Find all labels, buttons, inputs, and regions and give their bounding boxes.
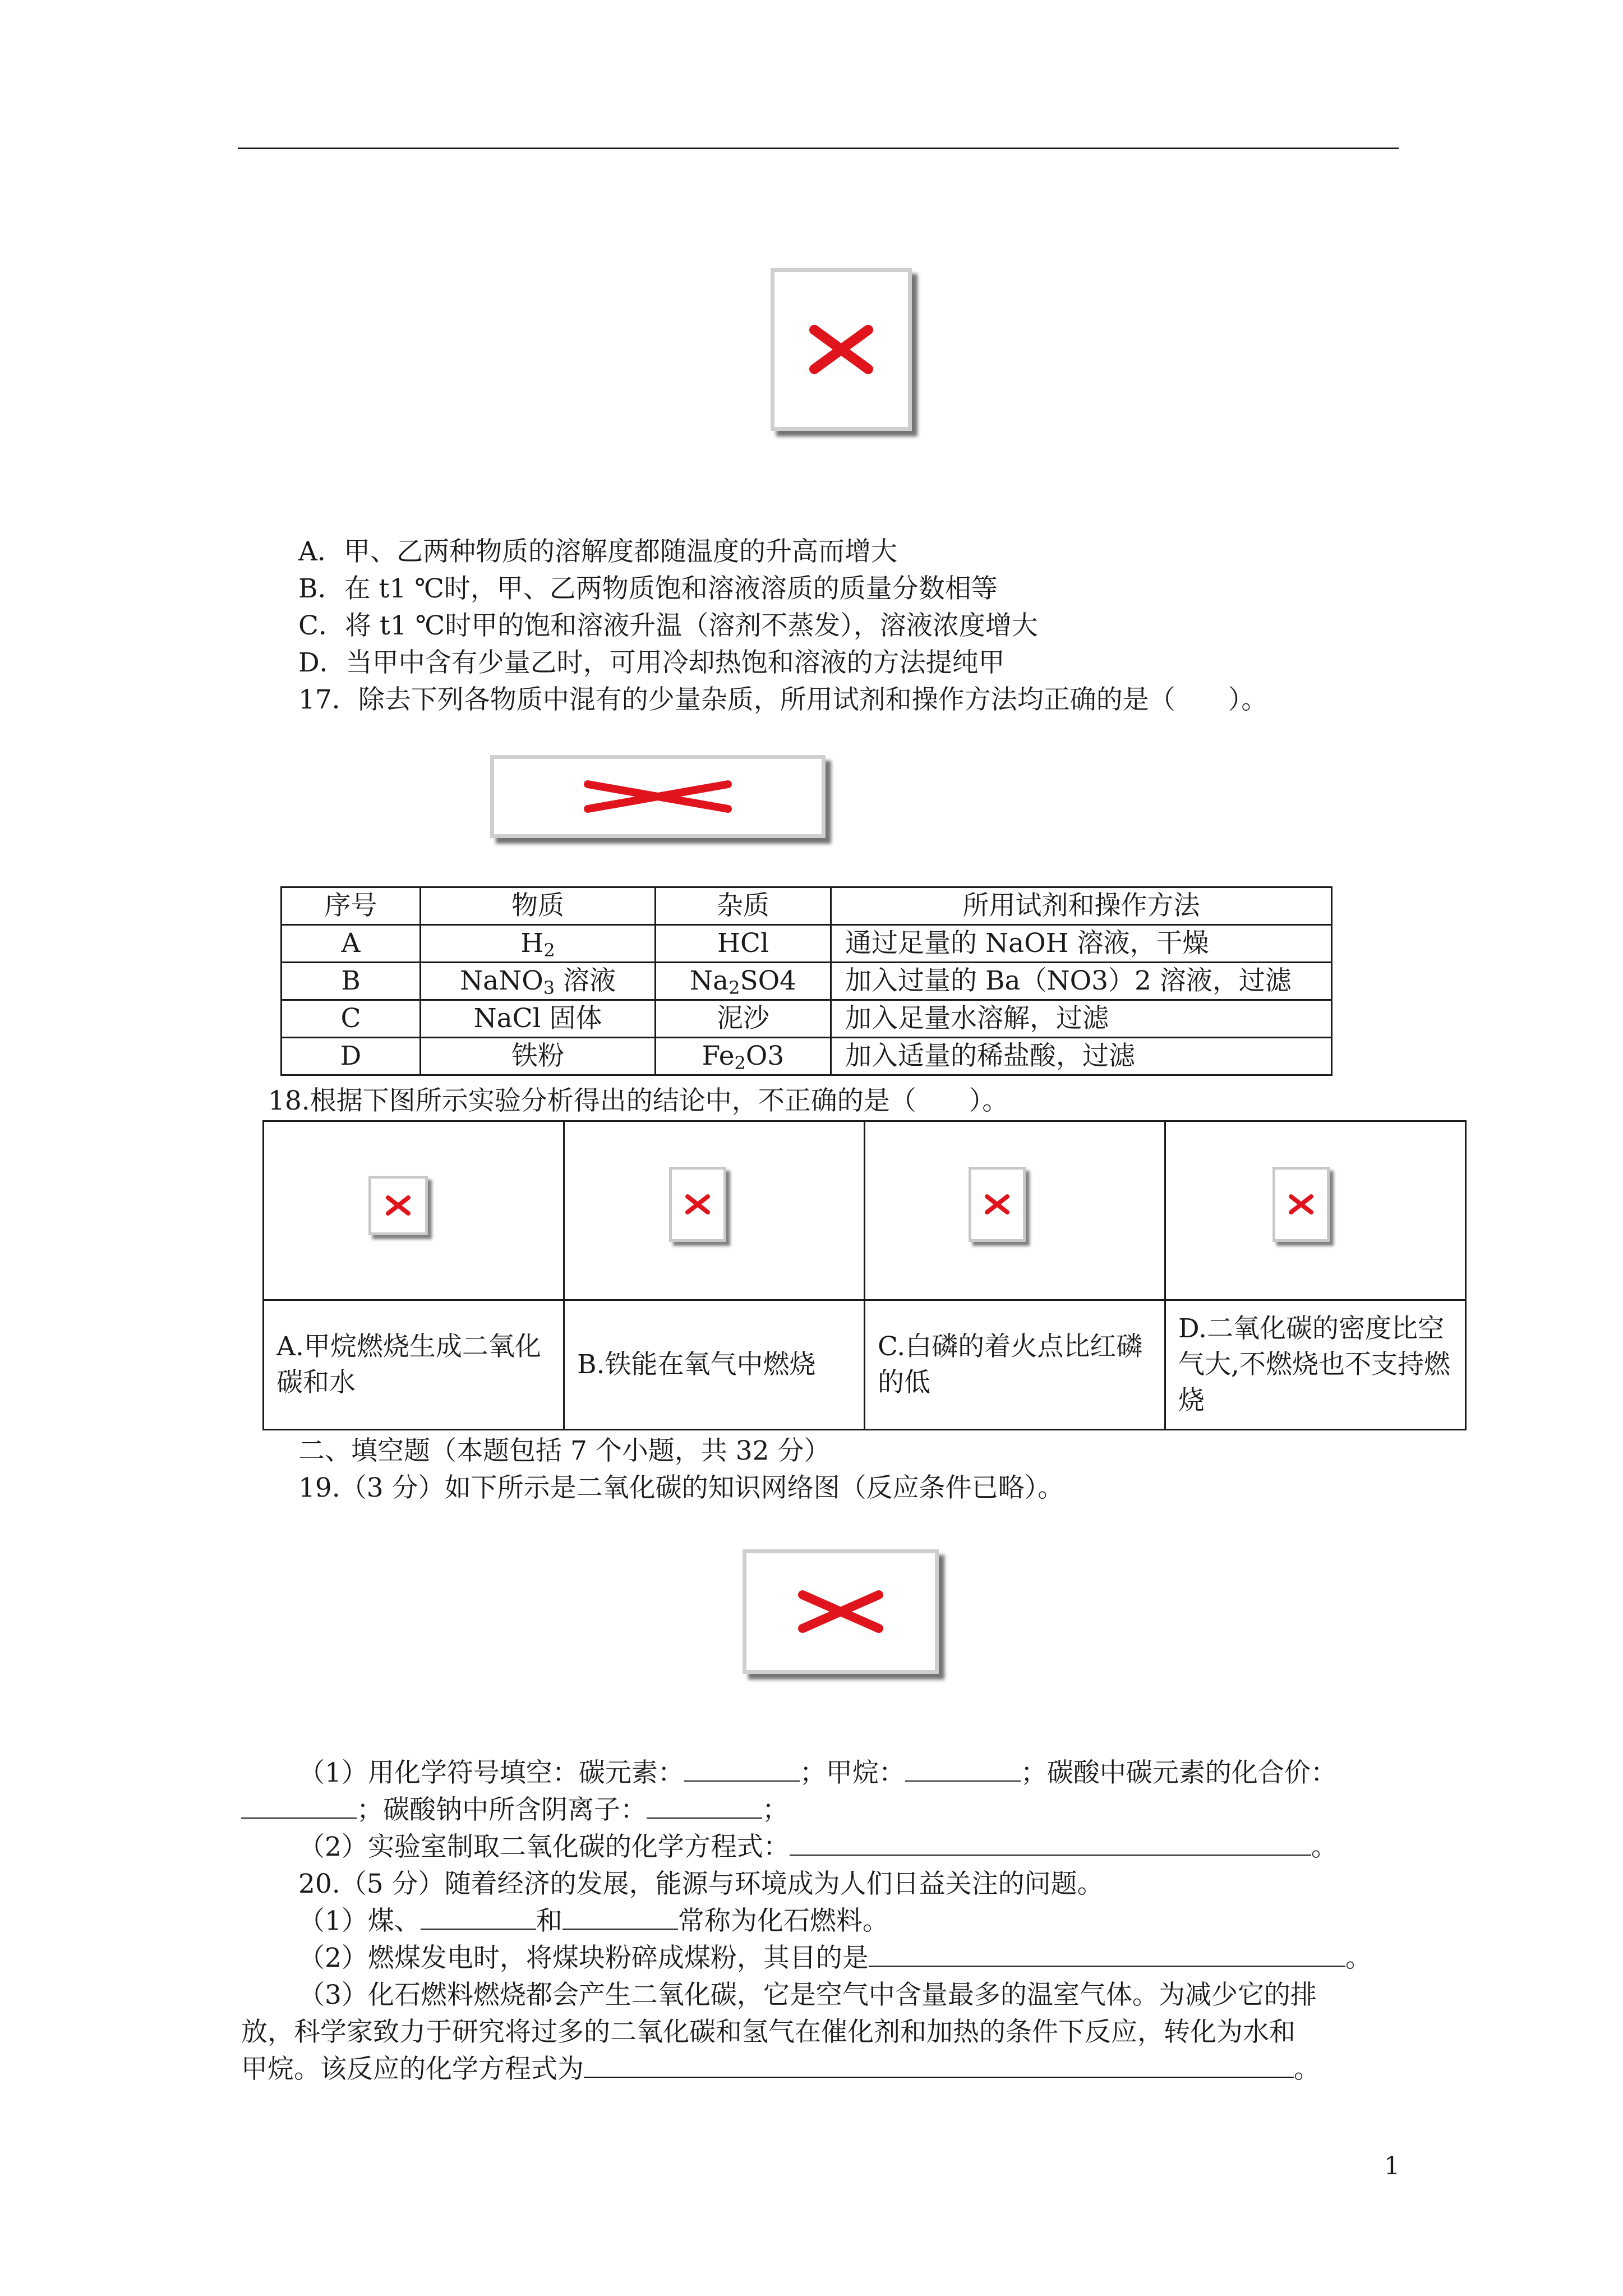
row-impurity: 泥沙 [656,1000,831,1038]
experiment-grid [262,1120,1467,1430]
q20-stem: 20.（5 分）随着经济的发展，能源与环境成为人们日益关注的问题。 [298,1869,1104,1899]
table-row [282,925,1332,963]
answer-blank[interactable] [790,1829,1311,1856]
answer-blank[interactable] [241,1792,357,1819]
header-rule [238,148,1399,149]
row-id: B [282,963,421,1000]
answer-blank[interactable] [584,2051,1294,2078]
page-number: 1 [1384,2152,1400,2180]
q18-stem: 18.根据下图所示实验分析得出的结论中，不正确的是（ ）。 [268,1085,1009,1116]
row-id: C [282,1000,421,1038]
section-heading: 二、填空题（本题包括 7 个小题，共 32 分） [298,1435,831,1466]
q16-option-a: A．甲、乙两种物质的溶解度都随温度的升高而增大 [298,536,897,567]
experiment-image-d [1165,1121,1466,1300]
q20-part3-line2: 放，科学家致力于研究将过多的二氧化碳和氢气在催化剂和加热的条件下反应，转化为水和 [241,2017,1295,2047]
q19-part2: （2）实验室制取二氧化碳的化学方程式： 。 [298,1829,1338,1866]
q19-part1-line2: ；碳酸钠中所含阴离子： ； [241,1792,789,1829]
answer-blank[interactable] [684,1755,800,1782]
header-id: 序号 [282,887,421,925]
row-method: 加入过量的 Ba（NO3）2 溶液，过滤 [831,963,1332,1000]
broken-image-icon [969,1167,1026,1242]
row-impurity: HCl [656,925,831,963]
broken-image-icon [1272,1167,1330,1242]
header-method: 所用试剂和操作方法 [831,887,1332,925]
q19-stem: 19.（3 分）如下所示是二氧化碳的知识网络图（反应条件已略）。 [298,1473,1064,1503]
broken-image-icon [796,1589,886,1634]
q18-option-d: D.二氧化碳的密度比空气大,不燃烧也不支持燃烧 [1165,1300,1466,1430]
q20-part1: （1）煤、 和 常称为化石燃料。 [298,1903,889,1940]
q17-stem: 17．除去下列各物质中混有的少量杂质，所用试剂和操作方法均正确的是（ ）。 [298,684,1268,715]
q16-option-c: C．将 t1 ℃时甲的饱和溶液升温（溶剂不蒸发），溶液浓度增大 [298,610,1038,641]
q16-option-d: D．当甲中含有少量乙时，可用冷却热饱和溶液的方法提纯甲 [298,647,1005,678]
q16-option-b: B．在 t1 ℃时，甲、乙两物质饱和溶液溶质的质量分数相等 [298,573,998,604]
answer-blank[interactable] [647,1792,762,1819]
row-method: 加入适量的稀盐酸，过滤 [831,1038,1332,1075]
experiment-image-c [865,1121,1165,1300]
answer-blank[interactable] [421,1903,536,1930]
q20-part3-line1: （3）化石燃料燃烧都会产生二氧化碳，它是空气中含量最多的温室气体。为减少它的排 [298,1980,1317,2010]
row-substance: NaCl 固体 [421,1000,656,1038]
broken-image-icon [669,1167,726,1242]
row-id: D [282,1038,421,1075]
q18-option-c: C.白磷的着火点比红磷的低 [865,1300,1165,1430]
broken-image-icon [582,780,734,813]
row-method: 加入足量水溶解，过滤 [831,1000,1332,1038]
q20-part2: （2）燃煤发电时，将煤块粉碎成煤粉，其目的是 。 [298,1940,1372,1977]
broken-image-icon [368,1176,428,1235]
row-method: 通过足量的 NaOH 溶液，干燥 [831,925,1332,963]
answer-blank[interactable] [905,1755,1021,1782]
q18-option-a: A.甲烷燃烧生成二氧化碳和水 [264,1300,564,1430]
row-id: A [282,925,421,963]
row-substance: $H_2$ [421,925,656,963]
broken-image-co2-network [743,1549,939,1674]
q18-option-b: B.铁能在氧气中燃烧 [564,1300,865,1430]
broken-image-q17 [490,755,826,838]
row-impurity: $Fe_2O3$ [656,1038,831,1075]
row-substance: NaNO$_3$ 溶液 [421,963,656,1000]
table-header-row [282,887,1332,925]
answer-blank[interactable] [562,1903,678,1930]
experiment-image-a [264,1121,564,1300]
impurity-table [280,886,1332,1076]
broken-image-solubility-chart [771,268,912,431]
table-row [282,963,1332,1000]
header-substance: 物质 [421,887,656,925]
answer-blank[interactable] [869,1940,1345,1967]
experiment-image-b [564,1121,865,1300]
q20-part3-line3: 甲烷。该反应的化学方程式为 。 [241,2051,1320,2088]
row-substance: 铁粉 [421,1038,656,1075]
table-row [282,1000,1332,1038]
table-row [282,1038,1332,1075]
row-impurity: $Na_2SO4$ [656,963,831,1000]
broken-image-icon [808,324,875,375]
q19-part1-line1: （1）用化学符号填空：碳元素： ；甲烷： ；碳酸中碳元素的化合价： [298,1755,1337,1792]
header-impurity: 杂质 [656,887,831,925]
